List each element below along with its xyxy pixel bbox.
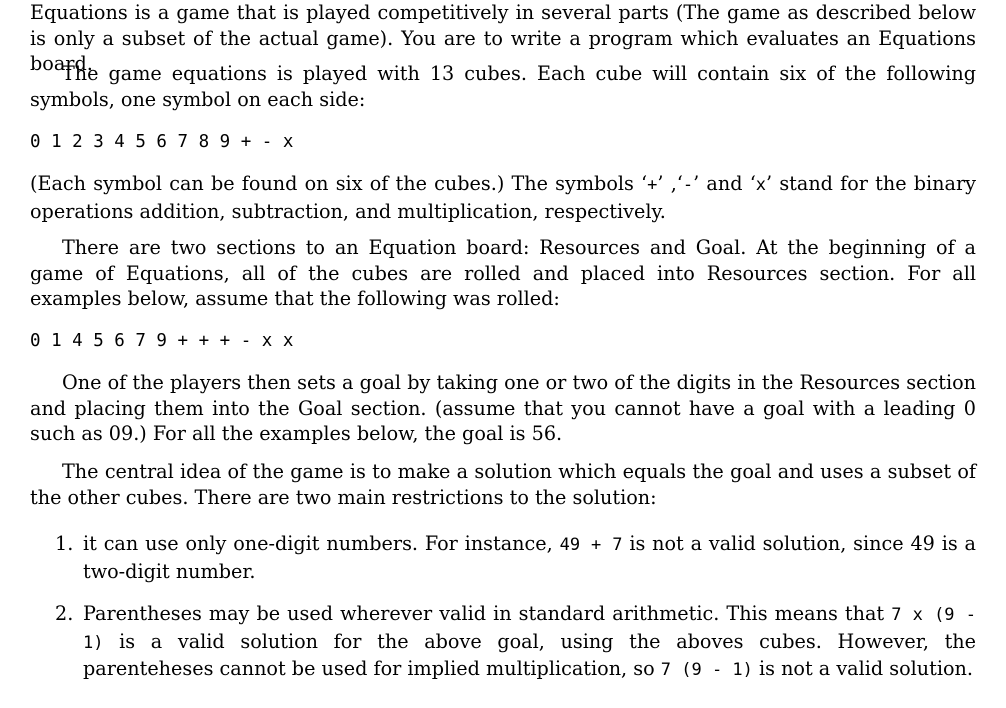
operations-text-start: (Each symbol can be found on six of the cubes.) The symbols ‘ [30, 172, 648, 195]
plus-symbol: + [647, 175, 658, 195]
list-item-number: 1. [55, 532, 74, 555]
code-snippet-2: 7 (9 - 1) [660, 660, 753, 680]
minus-symbol: - [682, 175, 694, 195]
list-item-text-end: is not a valid solution, since 49 is a two-digit number. [83, 532, 976, 583]
operations-paragraph [30, 171, 976, 224]
list-item-text: it can use only one-digit numbers. For instance, [83, 532, 560, 555]
times-symbol: x [755, 175, 767, 195]
symbols-line: 0 1 2 3 4 5 6 7 8 9 + - x [30, 132, 294, 152]
list-item-text-end: is not a valid solution. [752, 657, 974, 680]
restrictions-list [30, 531, 976, 684]
list-item-text-mid: is a valid solution for the above goal, using the aboves cubes. However, the parenteheses cannot be used for implied multiplication, so [83, 629, 976, 680]
list-item-text: Parentheses may be used wherever valid in standard arithmetic. This means that [83, 602, 892, 625]
code-snippet: 7 x (9 - 1) [83, 605, 976, 653]
list-item-number: 2. [55, 602, 74, 625]
goal-paragraph: One of the players then sets a goal by taking one or two of the digits in the Resources section and placing them into the Goal section. (assume that you cannot have a goal with a leading 0 such as 09.) For all the examples below, the goal is 56. [30, 371, 976, 445]
central-idea-paragraph: The central idea of the game is to make a solution which equals the goal and uses a subset of the other cubes. There are two main restrictions to the solution: [30, 460, 976, 509]
code-snippet: 49 + 7 [559, 535, 623, 555]
operations-text-end: ’ stand for the binary operations addition, subtraction, and multiplication, respectively. [30, 172, 976, 223]
rolled-line: 0 1 4 5 6 7 9 + + + - x x [30, 331, 294, 351]
cubes-paragraph: The game equations is played with 13 cubes. Each cube will contain six of the following symbols, one symbol on each side: [30, 62, 976, 111]
list-item [30, 601, 976, 684]
board-paragraph: There are two sections to an Equation board: Resources and Goal. At the beginning of a game of Equations, all of the cubes are rolled and placed into Resources section. For all examples below, assume that the following was rolled: [30, 236, 976, 310]
operations-text-sep1: ’ ,‘ [657, 172, 683, 195]
list-item [30, 531, 976, 584]
intro-paragraph: Equations is a game that is played competitively in several parts (The game as described below is only a subset of the actual game). You are to write a program which evaluates an Equations board. [30, 1, 976, 75]
operations-text-sep2: ’ and ‘ [693, 172, 756, 195]
